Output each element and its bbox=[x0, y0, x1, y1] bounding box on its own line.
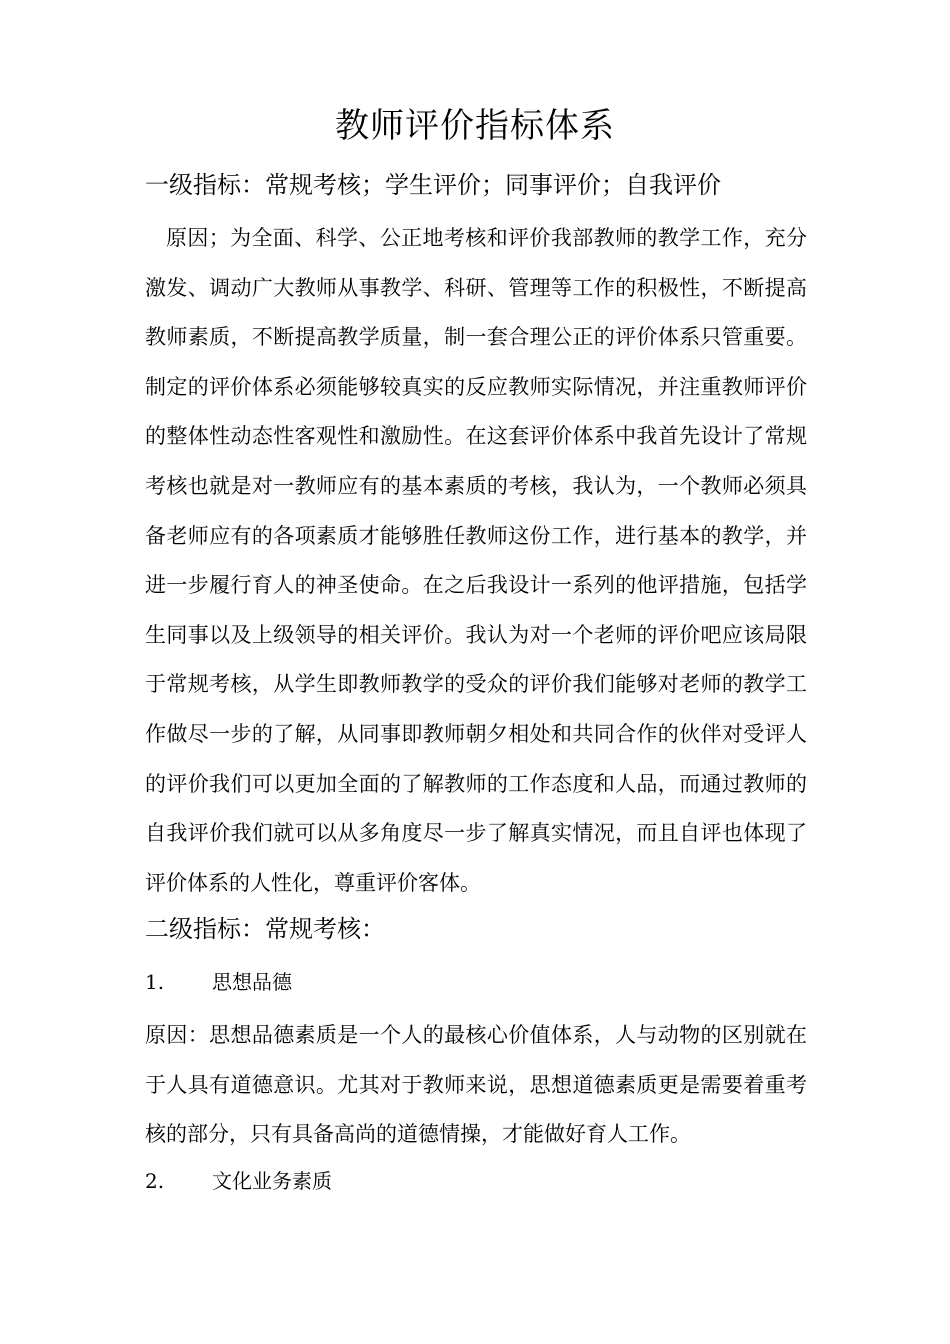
document-title: 教师评价指标体系 bbox=[335, 106, 615, 146]
level1-reason-paragraph: 原因；为全面、科学、公正地考核和评价我部教师的教学工作，充分激发、调动广大教师从事教学、科研、管理等工作的积极性，不断提高教师素质，不断提高教学质量，制一套合理公正的评价体系只管重要。制定的评价体系必须能够较真实的反应教师实际情况，并注重教师评价的整体性动态性客观性和激励性。在这套评价体系中我首先设计了常规考核也就是对一教师应有的基本素质的考核，我认为，一个教师必须具备老师应有的各项素质才能够胜任教师这份工作，进行基本的教学，并进一步履行育人的神圣使命。在之后我设计一系列的他评措施，包括学生同事以及上级领导的相关评价。我认为对一个老师的评价吧应该局限于常规考核，从学生即教师教学的受众的评价我们能够对老师的教学工作做尽一步的了解，从同事即教师朝夕相处和共同合作的伙伴对受评人的评价我们可以更加全面的了解教师的工作态度和人品，而通过教师的自我评价我们就可以从多角度尽一步了解真实情况，而且自评也体现了评价体系的人性化，尊重评价客体。 bbox=[145, 226, 807, 895]
level1-heading: 一级指标：常规考核；学生评价；同事评价；自我评价 bbox=[145, 171, 721, 199]
list-item bbox=[145, 967, 292, 997]
item-reason-paragraph: 原因：思想品德素质是一个人的最核心价值体系，人与动物的区别就在于人具有道德意识。尤其对于教师来说，思想道德素质更是需要着重考核的部分，只有具备高尚的道德情操，才能做好育人工作。 bbox=[145, 1023, 807, 1147]
level2-heading: 二级指标：常规考核： bbox=[145, 915, 385, 943]
list-item-label: 文化业务素质 bbox=[212, 1169, 332, 1193]
list-item-number: 1. bbox=[145, 970, 165, 994]
list-item-number: 2. bbox=[145, 1169, 165, 1193]
list-item bbox=[145, 1166, 332, 1196]
list-item-label: 思想品德 bbox=[212, 970, 292, 994]
